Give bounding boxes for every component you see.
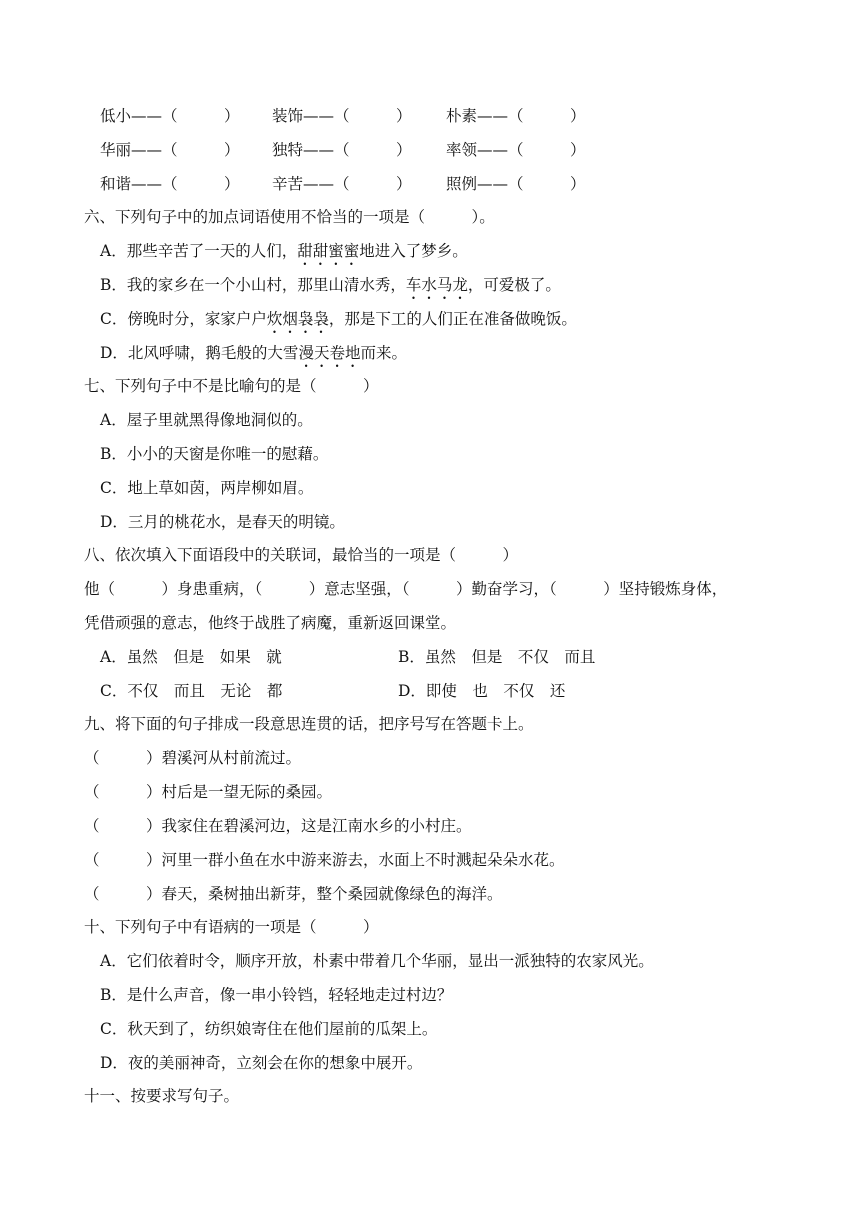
q6-option-c: C．傍晚时分，家家户户炊烟袅袅，那是下工的人们正在准备做晚饭。 (100, 310, 577, 328)
q8-option-b: B．虽然 但是 不仅 而且 (398, 648, 596, 666)
emphasized-word: 甜甜蜜蜜 (297, 242, 360, 260)
antonym-pair: 装饰——（ ） (272, 107, 412, 125)
q6-option-b: B．我的家乡在一个小山村，那里山清水秀，车水马龙，可爱极了。 (100, 276, 561, 294)
q10-option-a: A．它们依着时令，顺序开放，朴素中带着几个华丽，显出一派独特的农家风光。 (100, 952, 654, 970)
q10-option-d: D．夜的美丽神奇，立刻会在你的想象中展开。 (100, 1054, 423, 1072)
q9-sentence: （ ）春天，桑树抽出新芽，整个桑园就像绿色的海洋。 (84, 885, 503, 903)
q9-sentence: （ ）我家住在碧溪河边，这是江南水乡的小村庄。 (84, 817, 472, 835)
q9-sentence: （ ）碧溪河从村前流过。 (84, 749, 302, 767)
q6-option-a: A．那些辛苦了一天的人们，甜甜蜜蜜地进入了梦乡。 (100, 242, 468, 260)
q8-option-c: C．不仅 而且 无论 都 (100, 682, 283, 700)
antonym-pair: 照例——（ ） (446, 175, 586, 193)
antonym-pair: 和谐——（ ） (100, 175, 240, 193)
q9-sentence: （ ）村后是一望无际的桑园。 (84, 783, 333, 801)
q7-option-c: C．地上草如茵，两岸柳如眉。 (100, 479, 314, 497)
antonym-pair: 华丽——（ ） (100, 141, 240, 159)
emphasized-word: 漫天卷地 (298, 344, 361, 362)
question-7-title: 七、下列句子中不是比喻句的是（ ） (84, 377, 379, 395)
q7-option-a: A．屋子里就黑得像地洞似的。 (100, 411, 313, 429)
q10-option-c: C．秋天到了，纺织娘寄住在他们屋前的瓜架上。 (100, 1020, 438, 1038)
q7-option-b: B．小小的天窗是你唯一的慰藉。 (100, 445, 329, 463)
q10-option-b: B．是什么声音，像一串小铃铛，轻轻地走过村边？ (100, 986, 453, 1004)
q9-sentence: （ ）河里一群小鱼在水中游来游去，水面上不时溅起朵朵水花。 (84, 851, 565, 869)
emphasized-word: 炊烟袅袅 (266, 310, 329, 328)
antonym-pair: 朴素——（ ） (446, 107, 586, 125)
q6-option-d: D．北风呼啸，鹅毛般的大雪漫天卷地而来。 (100, 344, 407, 362)
antonym-pair: 独特——（ ） (272, 141, 412, 159)
q8-passage-line-1: 他（ ）身患重病，（ ）意志坚强，（ ）勤奋学习，（ ）坚持锻炼身体， (84, 580, 728, 598)
question-6-title: 六、下列句子中的加点词语使用不恰当的一项是（ ）。 (84, 208, 495, 226)
emphasized-word: 车水马龙 (405, 276, 468, 294)
antonym-pair: 低小——（ ） (100, 107, 240, 125)
question-10-title: 十、下列句子中有语病的一项是（ ） (84, 918, 379, 936)
antonym-pair: 辛苦——（ ） (272, 175, 412, 193)
q8-option-d: D．即使 也 不仅 还 (398, 682, 566, 700)
q8-option-a: A．虽然 但是 如果 就 (100, 648, 282, 666)
q7-option-d: D．三月的桃花水，是春天的明镜。 (100, 513, 345, 531)
question-8-title: 八、依次填入下面语段中的关联词，最恰当的一项是（ ） (84, 546, 519, 564)
q8-passage-line-2: 凭借顽强的意志，他终于战胜了病魔，重新返回课堂。 (84, 614, 457, 632)
question-9-title: 九、将下面的句子排成一段意思连贯的话，把序号写在答题卡上。 (84, 715, 534, 733)
question-11-title: 十一、按要求写句子。 (84, 1087, 240, 1105)
antonym-pair: 率领——（ ） (446, 141, 586, 159)
